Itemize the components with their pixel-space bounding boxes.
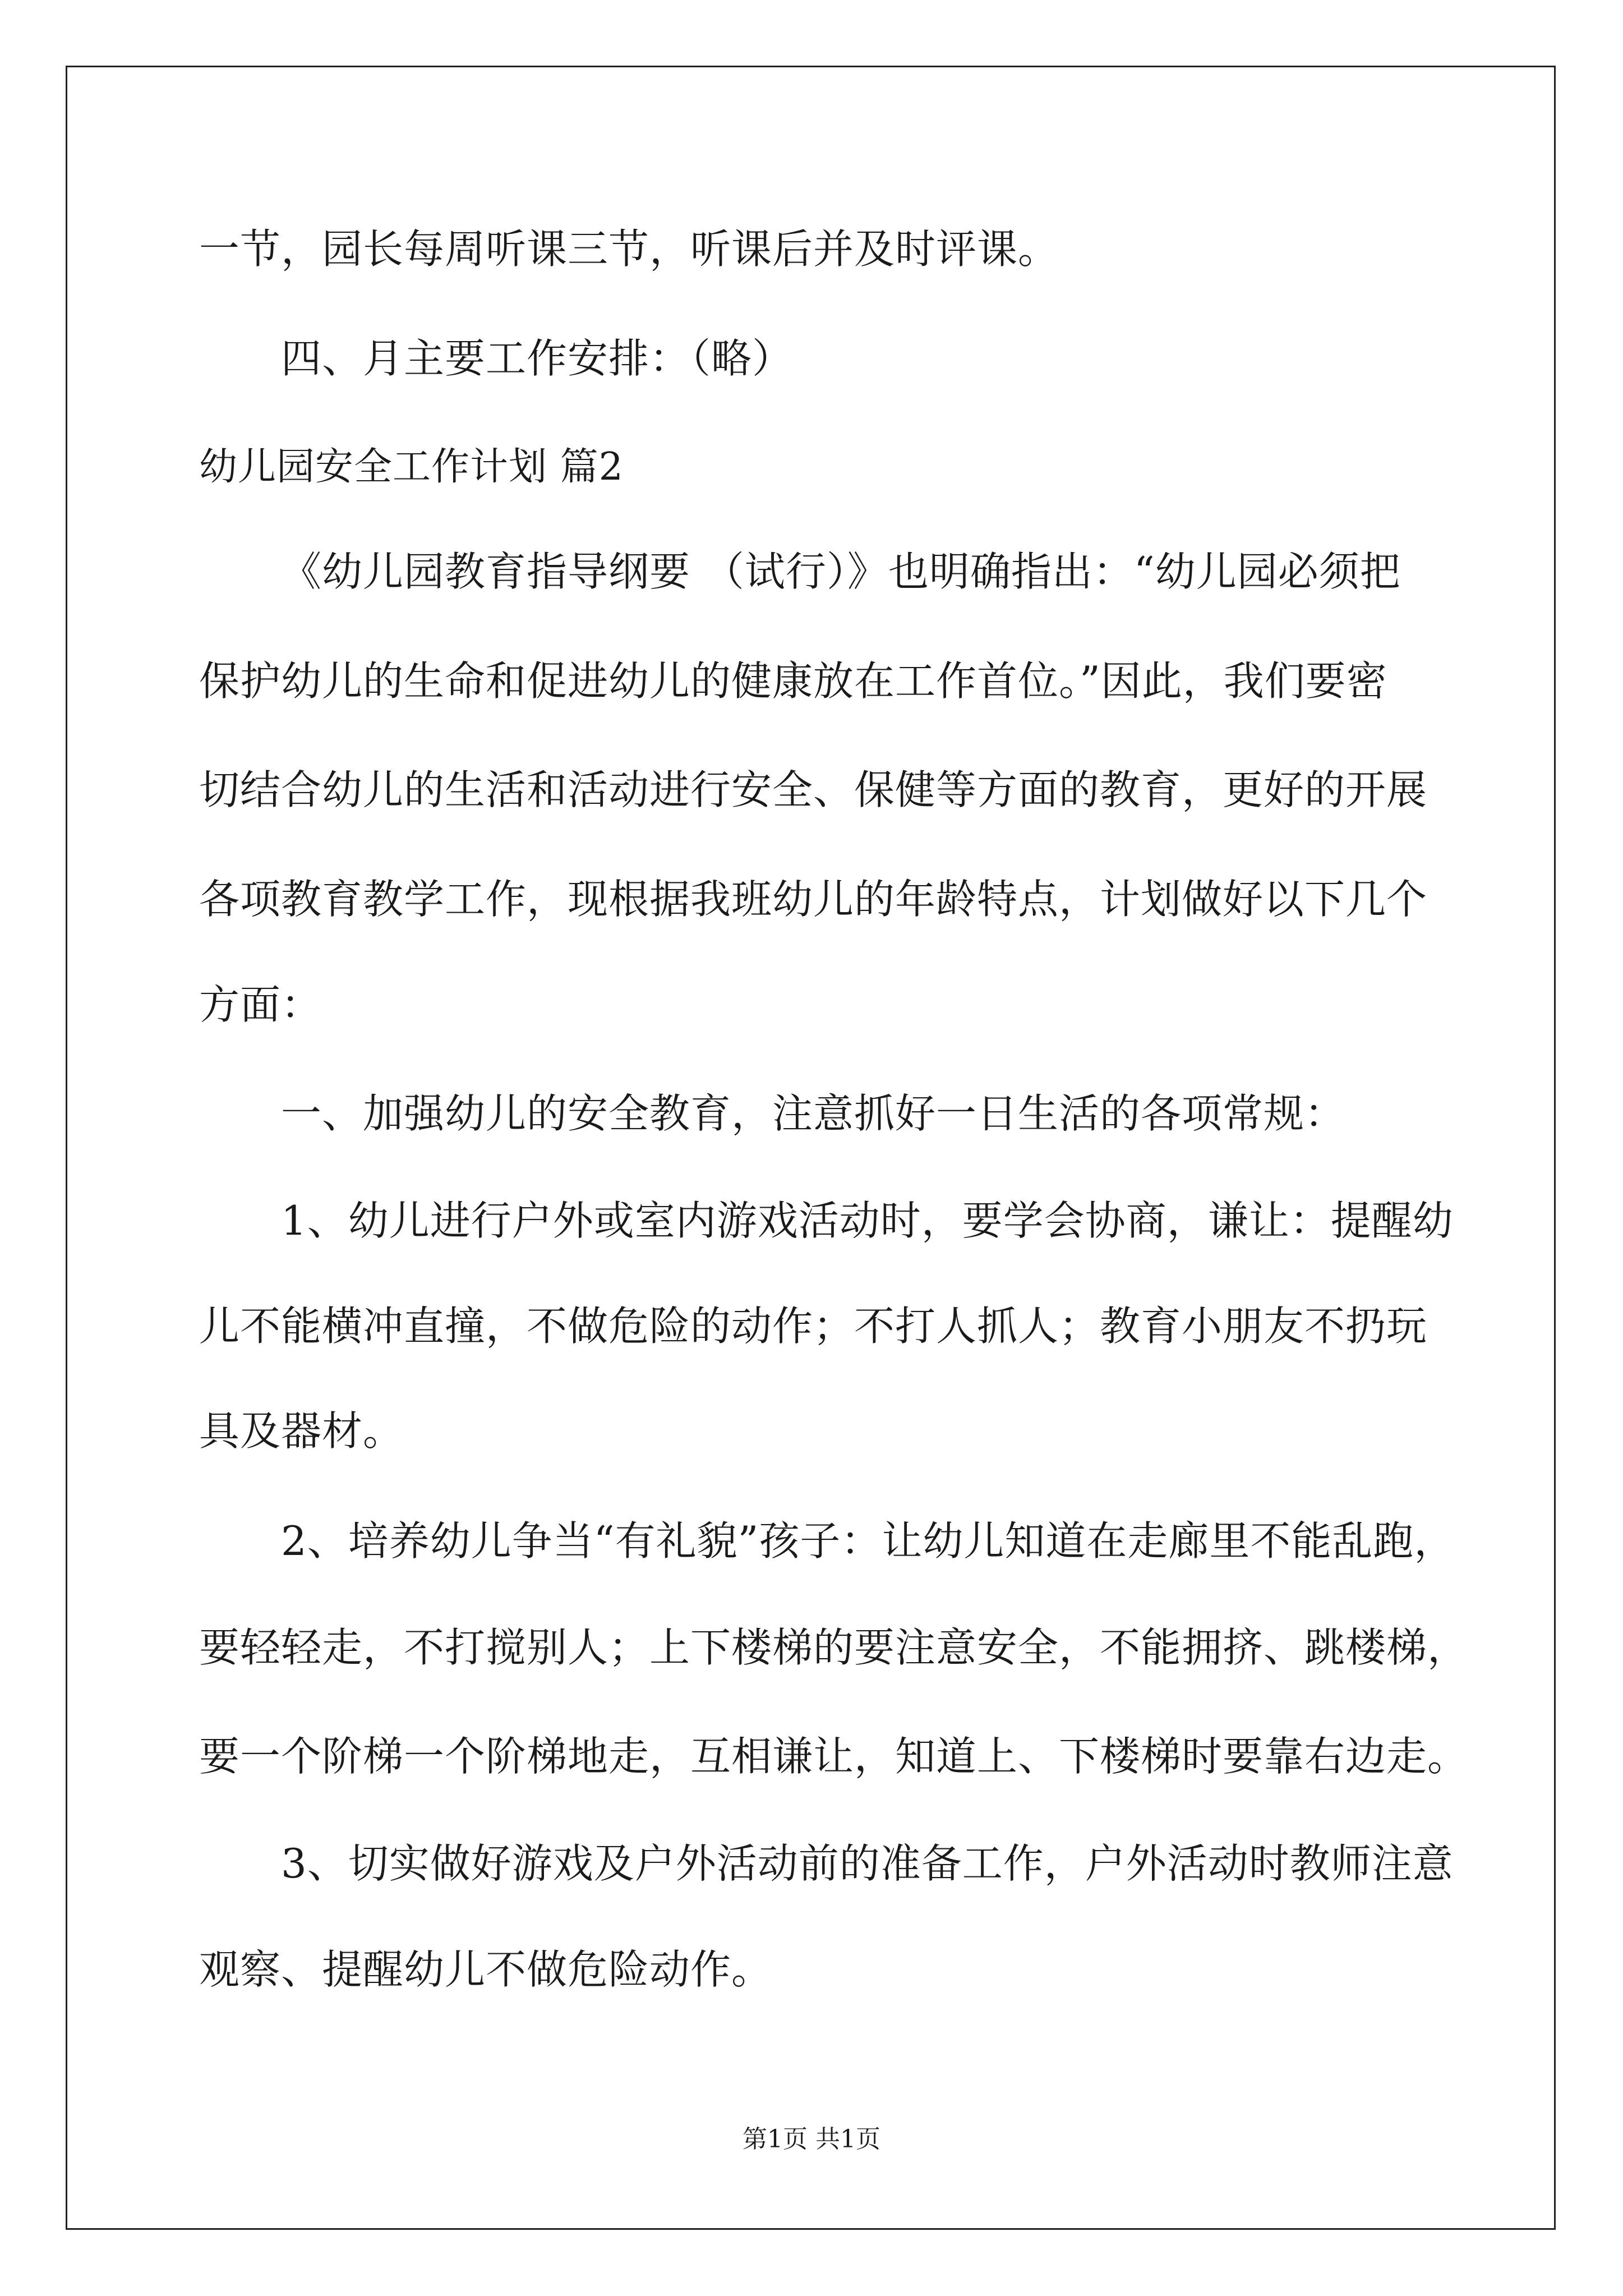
text-line: 具及器材。 xyxy=(199,1407,404,1455)
text-line: 一节，园长每周听课三节，听课后并及时评课。 xyxy=(199,226,1059,273)
page-border xyxy=(66,66,1556,2230)
text-line: 《幼儿园教育指导纲要 （试行）》也明确指出：“幼儿园必须把 xyxy=(281,548,1401,595)
text-line: 要轻轻走，不打搅别人；上下楼梯的要注意安全，不能拥挤、跳楼梯， xyxy=(199,1624,1469,1671)
text-line: 保护幼儿的生命和促进幼儿的健康放在工作首位。”因此，我们要密 xyxy=(199,657,1387,705)
text-line: 要一个阶梯一个阶梯地走，互相谦让，知道上、下楼梯时要靠右边走。 xyxy=(199,1733,1469,1780)
text-line: 观察、提醒幼儿不做危险动作。 xyxy=(199,1946,773,1993)
text-line: 3、切实做好游戏及户外活动前的准备工作，户外活动时教师注意 xyxy=(281,1840,1454,1887)
page-footer: 第1页 共1页 xyxy=(743,2125,880,2154)
text-line: 切结合幼儿的生活和活动进行安全、保健等方面的教育，更好的开展 xyxy=(199,766,1428,813)
text-line: 一、加强幼儿的安全教育，注意抓好一日生活的各项常规： xyxy=(281,1090,1346,1137)
text-line: 儿不能横冲直撞，不做危险的动作；不打人抓人；教育小朋友不扔玩 xyxy=(199,1303,1428,1350)
text-line: 1、幼儿进行户外或室内游戏活动时，要学会协商，谦让：提醒幼 xyxy=(281,1197,1454,1244)
text-line: 四、月主要工作安排：（略） xyxy=(281,335,794,382)
section-heading: 幼儿园安全工作计划 篇2 xyxy=(199,445,624,489)
text-line: 2、培养幼儿争当“有礼貌”孩子：让幼儿知道在走廊里不能乱跑， xyxy=(281,1517,1455,1565)
text-line: 各项教育教学工作，现根据我班幼儿的年龄特点，计划做好以下几个 xyxy=(199,876,1428,923)
text-line: 方面： xyxy=(199,981,322,1028)
